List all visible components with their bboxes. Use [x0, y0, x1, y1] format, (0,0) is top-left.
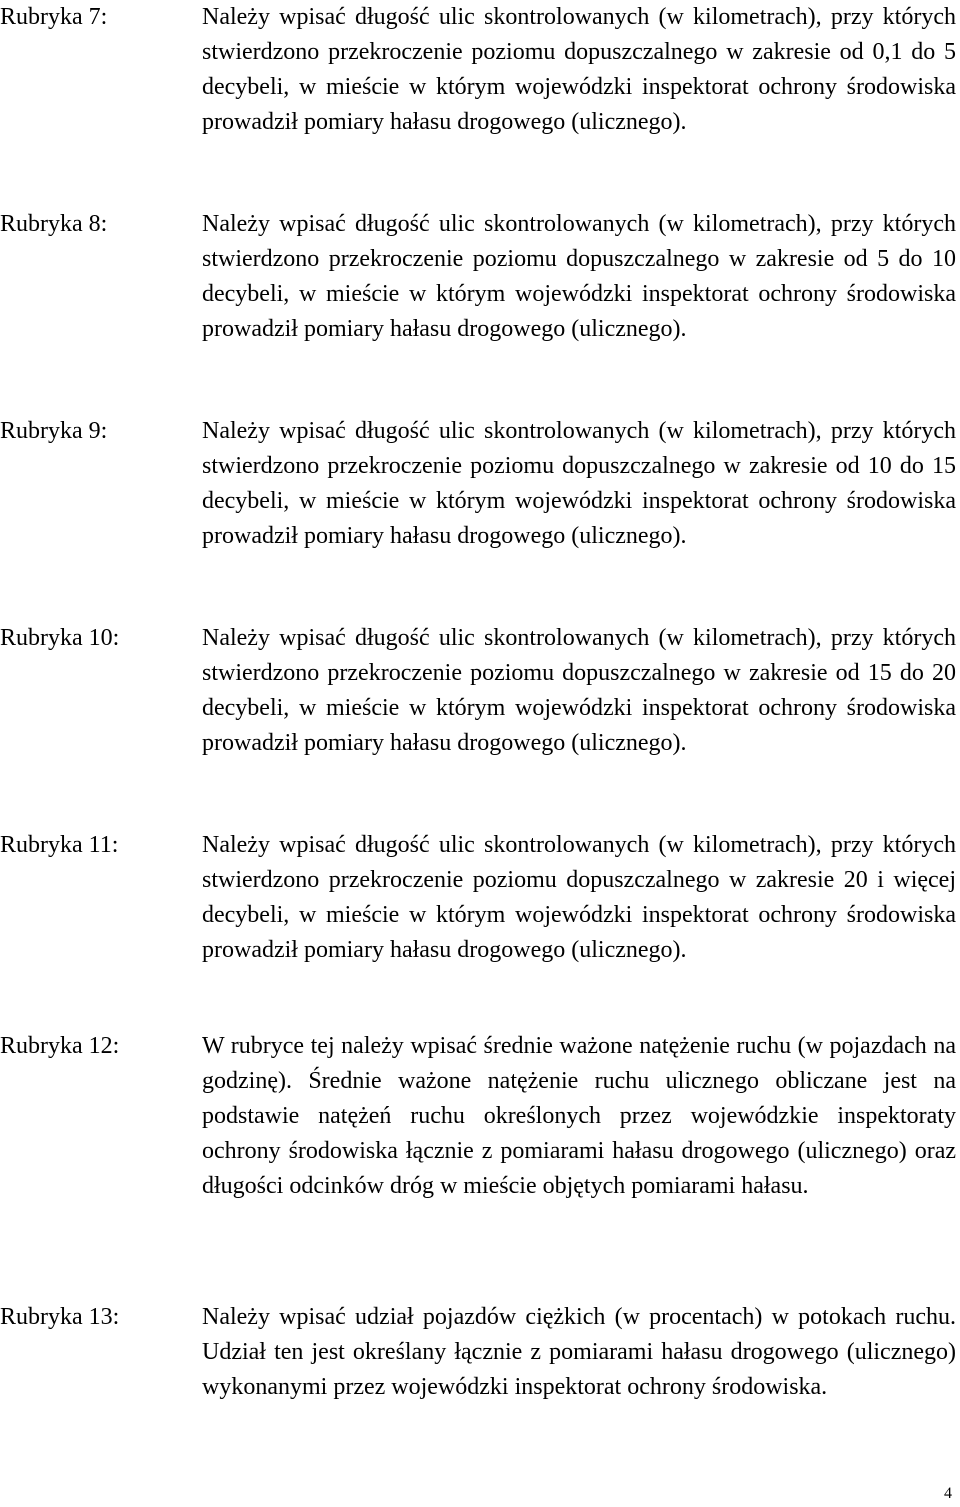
entry-label: Rubryka 10:	[0, 625, 120, 651]
entry-label: Rubryka 9:	[0, 418, 108, 444]
entry-text: Należy wpisać długość ulic skontrolowanych (w kilometrach), przy których stwierdzono przekroczenie poziomu dopuszczalnego w zakresie od 15 do 20 decybeli, w mieście w którym wojewódzki inspektorat ochrony środowiska prowadził pomiary hałasu drogowego (ulicznego).	[202, 625, 956, 756]
entry-label: Rubryka 7:	[0, 4, 108, 30]
entry-text: Należy wpisać długość ulic skontrolowanych (w kilometrach), przy których stwierdzono przekroczenie poziomu dopuszczalnego w zakresie od 10 do 15 decybeli, w mieście w którym wojewódzki inspektorat ochrony środowiska prowadził pomiary hałasu drogowego (ulicznego).	[202, 418, 956, 549]
entry-label: Rubryka 13:	[0, 1304, 120, 1330]
entry-label: Rubryka 12:	[0, 1033, 120, 1059]
entry-text: Należy wpisać długość ulic skontrolowanych (w kilometrach), przy których stwierdzono przekroczenie poziomu dopuszczalnego w zakresie od 0,1 do 5 decybeli, w mieście w którym wojewódzki inspektorat ochrony środowiska prowadził pomiary hałasu drogowego (ulicznego).	[202, 4, 956, 135]
page-number: 4	[944, 1485, 952, 1502]
entry-text: Należy wpisać udział pojazdów ciężkich (w procentach) w potokach ruchu. Udział ten jest określany łącznie z pomiarami hałasu drogowego (ulicznego) wykonanymi przez wojewódzki inspektorat ochrony środowiska.	[202, 1304, 956, 1400]
entry-text: W rubryce tej należy wpisać średnie ważone natężenie ruchu (w pojazdach na godzinę). Średnie ważone natężenie ruchu ulicznego obliczane jest na podstawie natężeń ruchu określonych przez wojewódzkie inspektoraty ochrony środowiska łącznie z pomiarami hałasu drogowego (ulicznego) oraz długości odcinków dróg w mieście objętych pomiarami hałasu.	[202, 1033, 956, 1199]
entry-text: Należy wpisać długość ulic skontrolowanych (w kilometrach), przy których stwierdzono przekroczenie poziomu dopuszczalnego w zakresie 20 i więcej decybeli, w mieście w którym wojewódzki inspektorat ochrony środowiska prowadził pomiary hałasu drogowego (ulicznego).	[202, 832, 956, 963]
entry-text: Należy wpisać długość ulic skontrolowanych (w kilometrach), przy których stwierdzono przekroczenie poziomu dopuszczalnego w zakresie od 5 do 10 decybeli, w mieście w którym wojewódzki inspektorat ochrony środowiska prowadził pomiary hałasu drogowego (ulicznego).	[202, 211, 956, 342]
entry-label: Rubryka 8:	[0, 211, 108, 237]
entry-label: Rubryka 11:	[0, 832, 119, 858]
